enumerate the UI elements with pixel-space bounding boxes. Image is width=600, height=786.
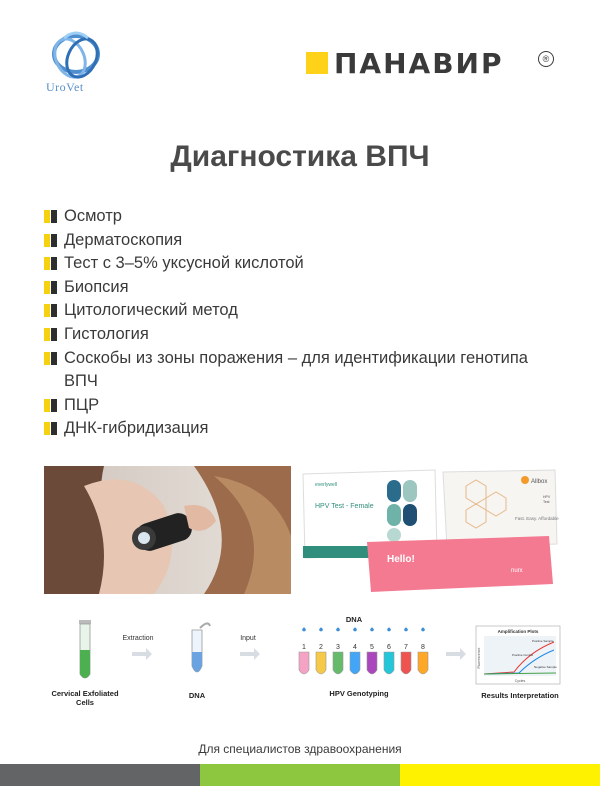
svg-text:4: 4	[353, 644, 357, 651]
page-title: Диагностика ВПЧ	[170, 140, 430, 173]
svg-text:Input: Input	[240, 635, 256, 642]
genotyping-tubes-icon	[299, 628, 428, 675]
list-item: Осмотр	[44, 205, 564, 229]
svg-text:2: 2	[319, 644, 323, 651]
svg-text:Fluorescence: Fluorescence	[477, 647, 481, 669]
arrow-right-icon	[446, 648, 466, 660]
list-item: ДНК-гибридизация	[44, 417, 564, 441]
brand-name: ПАНАВИР	[334, 47, 504, 80]
svg-text:HPV: HPV	[543, 495, 551, 499]
brand-square-icon	[306, 52, 328, 74]
svg-text:Positive Control: Positive Control	[512, 653, 534, 657]
bullet-icon	[44, 352, 57, 365]
arrow-right-icon	[240, 648, 260, 660]
bar-segment-green	[200, 764, 400, 786]
footer-color-bar	[0, 764, 600, 786]
list-item: Биопсия	[44, 276, 564, 300]
list-item: Соскобы из зоны поражения – для идентификации генотипа ВПЧ	[44, 347, 564, 394]
diagnostics-list	[44, 205, 564, 441]
svg-text:Cycles: Cycles	[514, 679, 526, 683]
svg-text:Results Interpretation: Results Interpretation	[481, 691, 559, 700]
bullet-icon	[44, 210, 57, 223]
svg-text:DNA: DNA	[188, 691, 206, 700]
svg-text:Extraction: Extraction	[122, 635, 154, 642]
bullet-icon	[44, 257, 57, 270]
bullet-icon	[44, 281, 57, 294]
svg-text:1: 1	[302, 644, 306, 651]
svg-text:Negative Sample: Negative Sample	[534, 665, 557, 669]
registered-mark: ®	[538, 51, 554, 67]
test-kits-photo	[301, 466, 563, 594]
list-item: Тест с 3–5% уксусной кислотой	[44, 252, 564, 276]
arrow-right-icon	[132, 648, 152, 660]
allbox-brand: Allbox	[531, 479, 548, 485]
bullet-icon	[44, 422, 57, 435]
svg-text:everlywell: everlywell	[315, 482, 337, 488]
svg-text:3: 3	[336, 644, 340, 651]
list-item: Дерматоскопия	[44, 229, 564, 253]
exfoliated-cells-tube-icon	[79, 620, 91, 678]
svg-text:Amplification Plots: Amplification Plots	[497, 629, 539, 634]
bullet-icon	[44, 328, 57, 341]
nurx-kit	[367, 536, 553, 592]
list-item: ПЦР	[44, 394, 564, 418]
dna-tube-icon	[192, 623, 210, 672]
svg-text:7: 7	[404, 644, 408, 651]
svg-text:Test: Test	[543, 500, 550, 504]
svg-text:DNA: DNA	[345, 615, 363, 624]
footer-note: Для специалистов здравоохранения	[198, 742, 402, 756]
svg-text:nurx: nurx	[511, 568, 523, 574]
step1-label: Cervical Exfoliated Cells	[51, 689, 119, 707]
svg-text:5: 5	[370, 644, 374, 651]
svg-text:HPV Genotyping: HPV Genotyping	[329, 689, 389, 698]
bar-segment-gray	[0, 764, 200, 786]
amplification-plot	[476, 626, 560, 684]
list-item: Цитологический метод	[44, 299, 564, 323]
svg-text:Hello!: Hello!	[387, 554, 415, 565]
dermatoscopy-photo	[44, 466, 291, 594]
svg-text:6: 6	[387, 644, 391, 651]
svg-text:HPV Test - Female: HPV Test - Female	[315, 503, 374, 510]
bar-segment-yellow	[400, 764, 600, 786]
bullet-icon	[44, 304, 57, 317]
svg-text:Fast. Easy. Affordable: Fast. Easy. Affordable	[515, 516, 559, 521]
svg-text:Positive Sample: Positive Sample	[532, 639, 554, 643]
hpv-workflow-diagram	[44, 612, 564, 712]
svg-text:8: 8	[421, 644, 425, 651]
bullet-icon	[44, 399, 57, 412]
bullet-icon	[44, 234, 57, 247]
logo-text: UroVet	[46, 80, 84, 94]
list-item: Гистология	[44, 323, 564, 347]
